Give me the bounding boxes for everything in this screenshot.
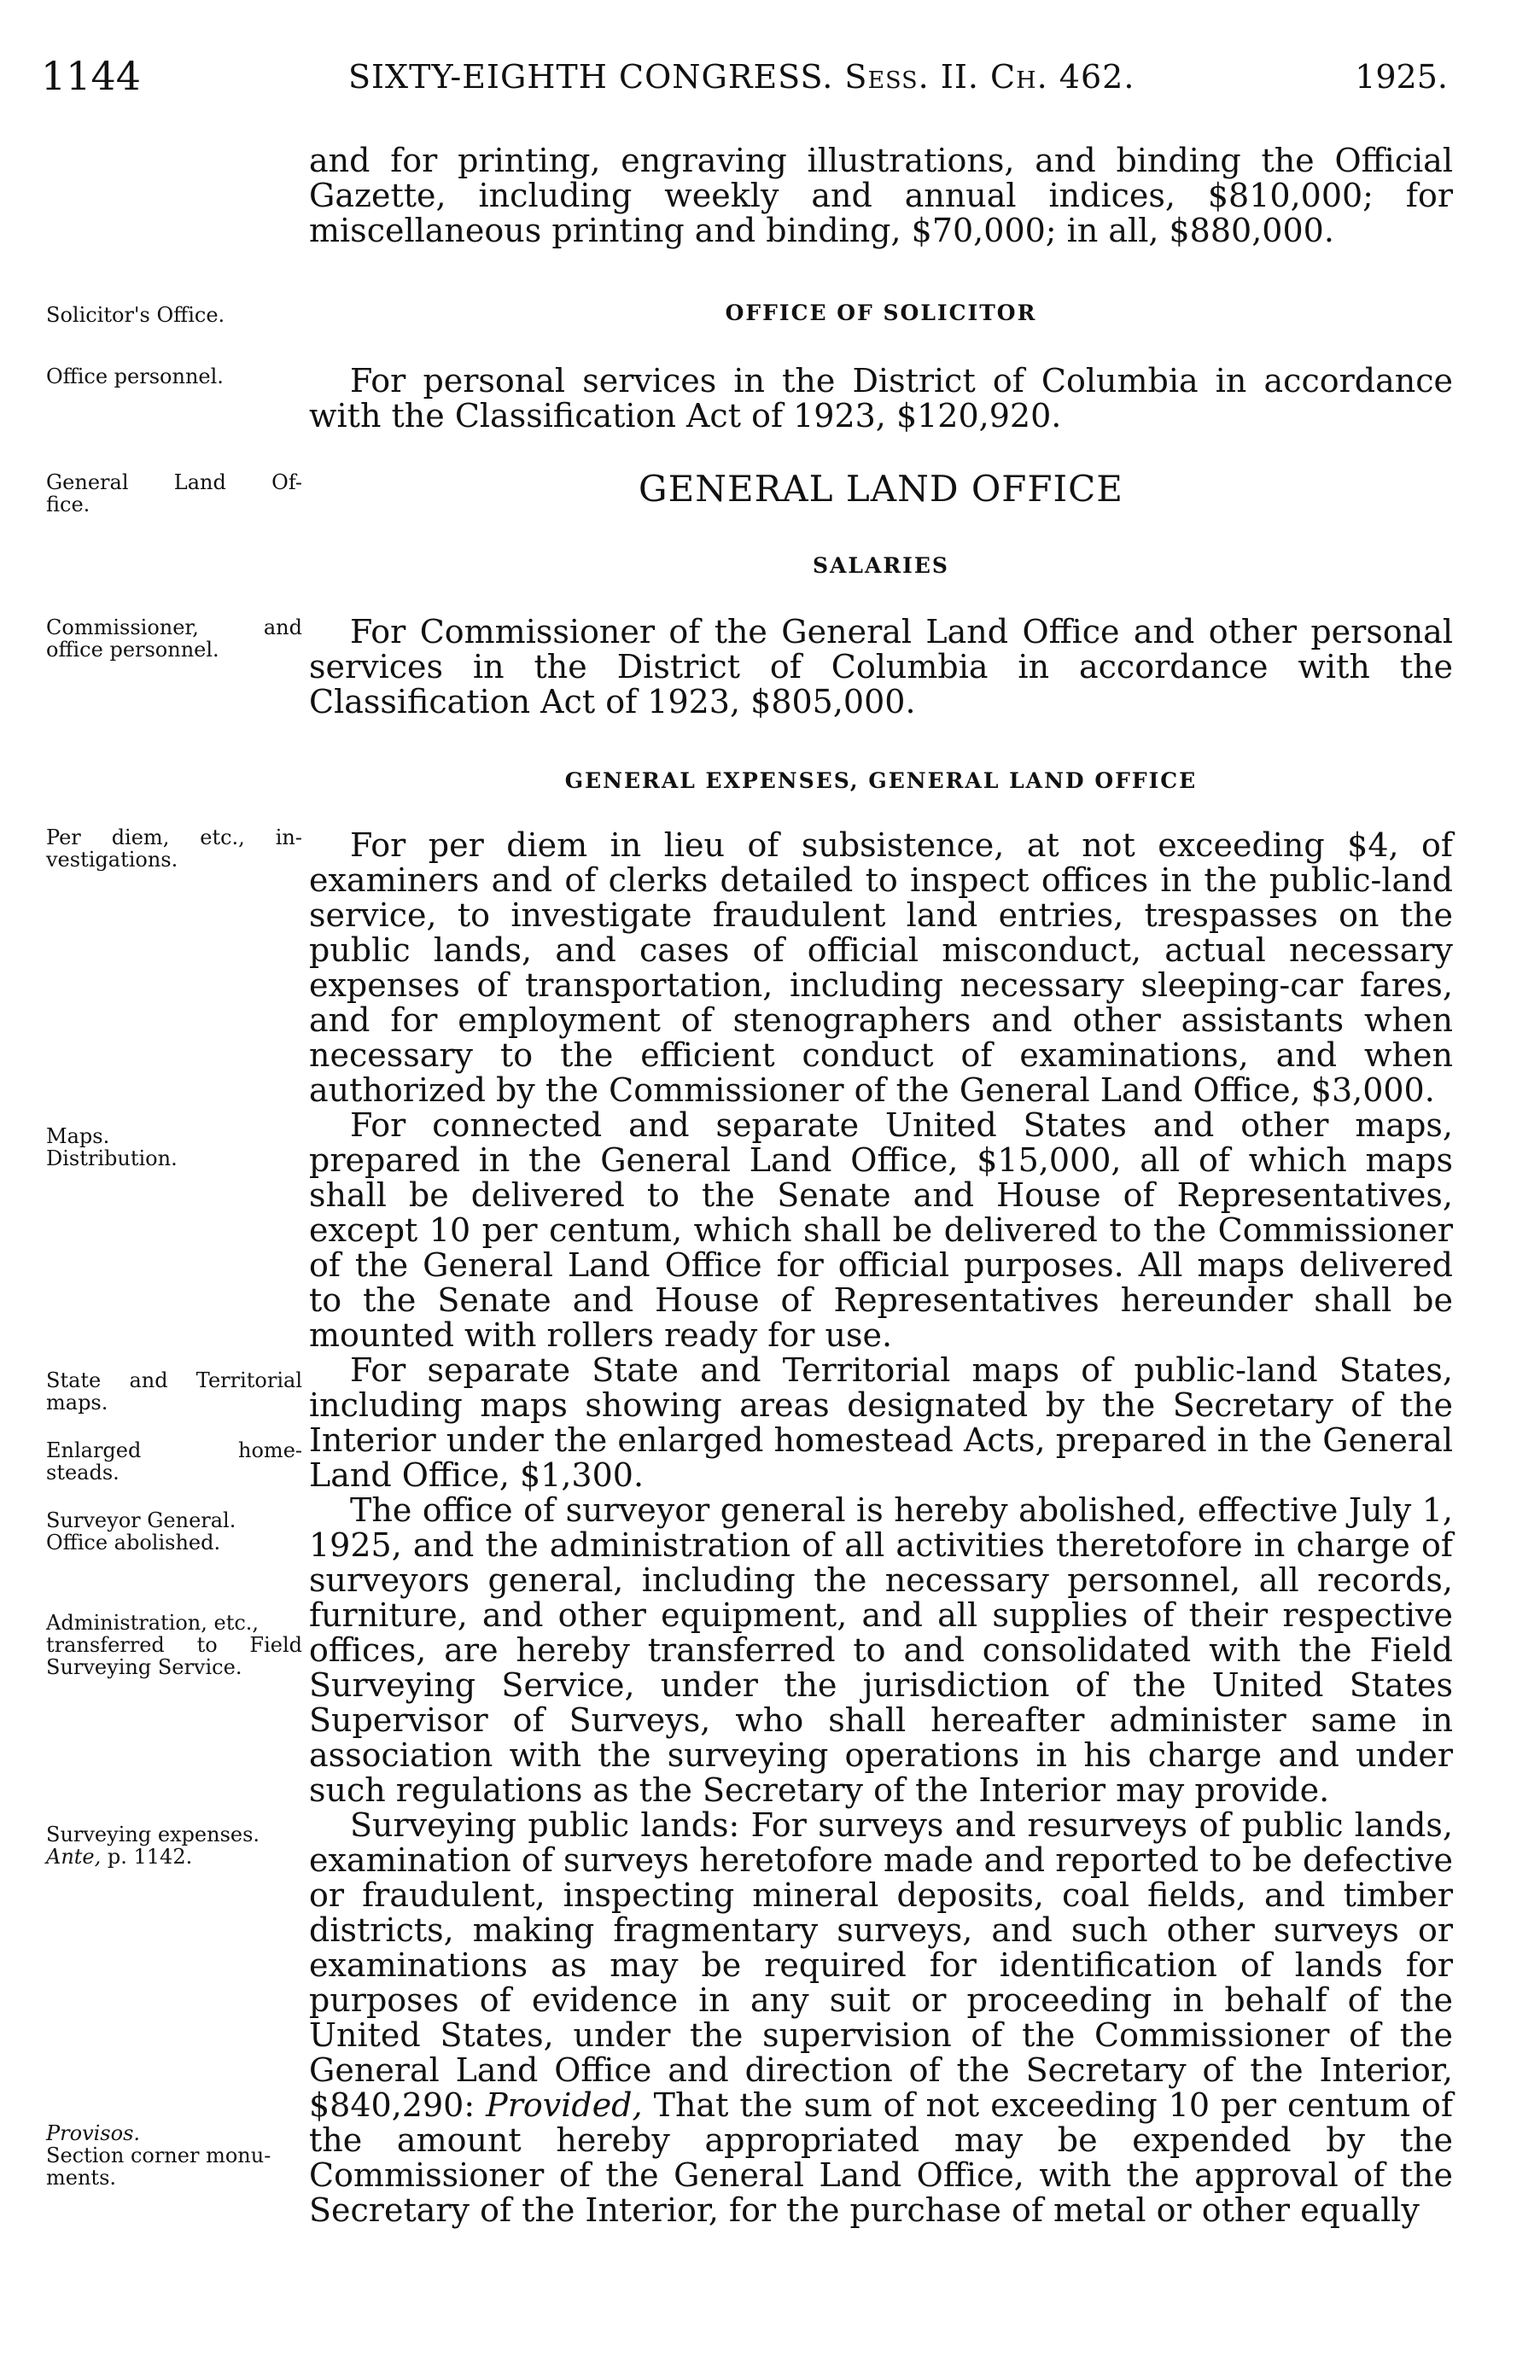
margin-note-solicitors-office: Solicitor's Office. [46, 303, 225, 327]
margin-note-per-diem: Per diem, etc., in- vestigations. [46, 825, 302, 872]
heading-salaries: SALARIES [812, 553, 949, 578]
running-header [41, 53, 1448, 104]
paragraph-surveying [309, 1808, 1453, 2228]
heading-general-land-office: GENERAL LAND OFFICE [639, 468, 1123, 510]
margin-note-surveying-expenses: Surveying expenses. Ante, p. 1142. [46, 1823, 302, 1868]
title-session: Sess. II. [844, 58, 979, 96]
heading-office-of-solicitor: OFFICE OF SOLICITOR [725, 300, 1037, 325]
margin-note-general-land-office: General Land Of- fice. [46, 470, 302, 516]
margin-note-state-maps: State and Territorial maps. [46, 1368, 302, 1415]
header-year: 1925. [1355, 58, 1448, 96]
heading-general-expenses: GENERAL EXPENSES, GENERAL LAND OFFICE [564, 768, 1198, 793]
margin-note-administration: Administration, etc., transferred to Field Surveying Service. [46, 1611, 302, 1679]
margin-note-provisos: Provisos. Section corner monu- ments. [46, 2121, 271, 2190]
margin-note-surveyor-general: Surveyor General. Office abolished. [46, 1508, 236, 1555]
margin-note-commissioner: Commissioner, and office personnel. [46, 615, 302, 662]
paragraph-state-maps: For separate State and Territorial maps of public-land States, including maps showing areas designated by the Secretary of the Interior under the enlarged homestead Acts, prepared in the General Land Office, $1,300. [309, 1351, 1453, 1494]
paragraph-maps: For connected and separate United States and other maps, prepared in the General Land Office, $15,000, all of which maps shall be delivered to the Senate and House of Representatives, except 10 per centum, which shall be delivered to the Commissioner of the General Land Office for official purposes. All maps delivered to the Senate and House of Representatives hereunder shall be mounted with rollers ready for use. [309, 1106, 1453, 1354]
body-block-gazette [309, 143, 1453, 248]
surveying-text-b: That the sum of not exceeding 10 per centum of the amount hereby appropriated may be expended by the Commissioner of the General Land Office, with the approval of the Secretary of the Interior, for the purchase of metal or other equally [309, 2086, 1454, 2229]
paragraph-per-diem: For per diem in lieu of subsistence, at not exceeding $4, of examiners and of clerks detailed to inspect offices in the public-land service, to investigate fraudulent land entries, trespasses on the public lands, and cases of official misconduct, actual necessary expenses of transportation, including necessary sleeping-car fares, and for employment of stenographers and other assistants when necessary to the efficient conduct of examinations, and when authorized by the Commissioner of the General Land Office, $3,000. [309, 826, 1453, 1109]
body-block-solicitor [309, 364, 1453, 434]
body-block-expenses [309, 828, 1453, 2228]
page-number: 1144 [41, 53, 142, 99]
provided-italic: Provided, [486, 2086, 643, 2124]
surveying-text-a: Surveying public lands: For surveys and resurveys of public lands, examination of surveys heretofore made and reported to be defective or fraudulent, inspecting mineral deposits, coal fields, and timber districts, making fragmentary surveys, and such other surveys or examinations as may be required for identification of lands for purposes of evidence in any suit or proceeding in behalf of the United States, under the supervision of the Commissioner of the General Land Office and direction of the Secretary of the Interior, $840,290: [309, 1806, 1453, 2124]
margin-note-enlarged-homesteads: Enlarged home- steads. [46, 1438, 302, 1485]
margin-note-maps: Maps. Distribution. [46, 1124, 178, 1170]
paragraph-solicitor: For personal services in the District of Columbia in accordance with the Classification Act of 1923, $120,920. [309, 362, 1453, 435]
margin-note-office-personnel: Office personnel. [46, 365, 224, 388]
running-title [348, 58, 1135, 96]
title-congress: SIXTY-EIGHTH CONGRESS. [348, 58, 834, 96]
paragraph-surveyor-general: The office of surveyor general is hereby abolished, effective July 1, 1925, and the administration of all activities theretofore in charge of surveyors general, including the necessary personnel, all records, furniture, and other equipment, and all supplies of their respective offices, are hereby transferred to and consolidated with the Field Surveying Service, under the jurisdiction of the United States Supervisor of Surveys, who shall hereafter administer same in association with the surveying operations in his charge and under such regulations as the Secretary of the Interior may provide. [309, 1491, 1453, 1809]
paragraph-commissioner: For Commissioner of the General Land Office and other personal services in the District of Columbia in accordance with the Classification Act of 1923, $805,000. [309, 613, 1453, 720]
ante-reference: Ante, p. 1142. [46, 1845, 193, 1869]
paragraph-gazette: and for printing, engraving illustrations, and binding the Official Gazette, including weekly and annual indices, $810,000; for miscellaneous printing and binding, $70,000; in all, $880,000. [309, 142, 1453, 249]
title-chapter: Ch. 462. [990, 58, 1135, 96]
body-block-commissioner [309, 615, 1453, 720]
